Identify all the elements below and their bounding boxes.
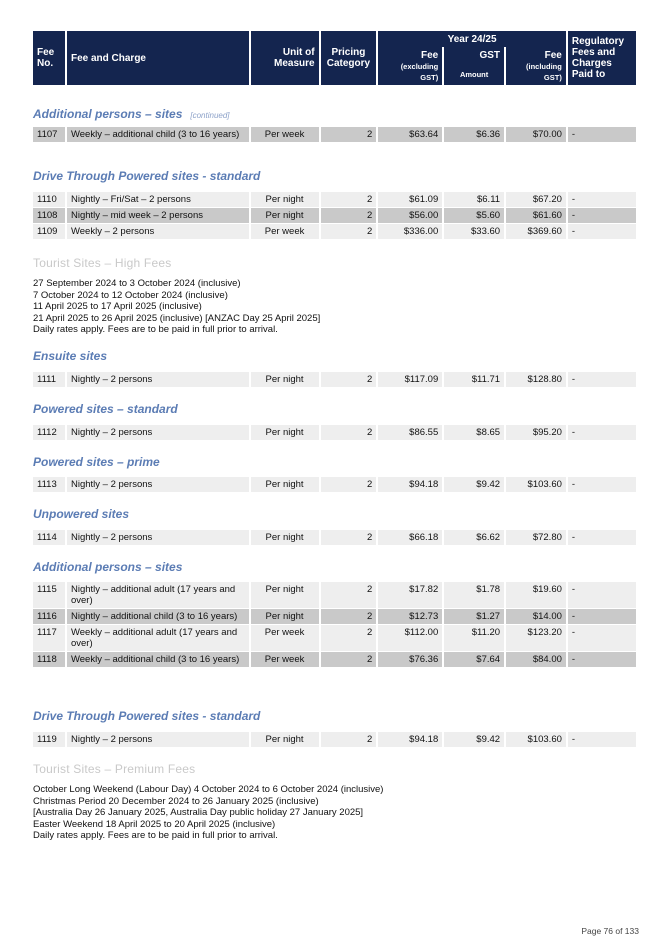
fee-table-section-6 — [31, 529, 638, 546]
fee-table-section-5 — [31, 476, 638, 493]
section-title-powered-prime: Powered sites – prime — [33, 455, 160, 469]
col-regulatory: Regulatory Fees and Charges Paid to — [568, 31, 636, 85]
col-fee-excl-gst: Fee (excluding GST) — [378, 47, 442, 85]
high-fees-dates-text: 27 September 2024 to 3 October 2024 (inclusive) 7 October 2024 to 12 October 2024 (inclusive) 11 April 2025 to 17 April 2025 (inclusive) 21 April 2025 to 26 April 2025 (inclusive) [ANZAC Day 25 April 2025] Daily rates apply. Fees are to be paid in full prior to arrival. — [33, 278, 321, 335]
tourist-sites-high-fees-heading: Tourist Sites – High Fees — [33, 256, 172, 270]
section-title-ensuite-sites: Ensuite sites — [33, 349, 108, 363]
table-row: 1118 Weekly – additional child (3 to 16 years) Per week 2 $76.36 $7.64 $84.00 - — [33, 652, 636, 667]
table-row: 1114 Nightly – 2 persons Per night 2 $66.18 $6.62 $72.80 - — [33, 530, 636, 545]
fee-table-header — [31, 31, 638, 85]
table-row: 1110 Nightly – Fri/Sat – 2 persons Per night 2 $61.09 $6.11 $67.20 - — [33, 192, 636, 207]
col-gst: GST — [444, 47, 504, 63]
section-title-drive-through-2: Drive Through Powered sites - standard — [33, 709, 261, 723]
col-fee-and-charge: Fee and Charge — [67, 31, 249, 85]
table-row: 1112 Nightly – 2 persons Per night 2 $86.55 $8.65 $95.20 - — [33, 425, 636, 440]
fee-table-section-8 — [31, 731, 638, 748]
table-row: 1116 Nightly – additional child (3 to 16 years) Per night 2 $12.73 $1.27 $14.00 - — [33, 609, 636, 624]
table-row: 1109 Weekly – 2 persons Per week 2 $336.00 $33.60 $369.60 - — [33, 224, 636, 239]
col-year: Year 24/25 — [378, 31, 566, 47]
fee-table-section-7 — [31, 581, 638, 668]
section-title-additional-persons-continued: Additional persons – sites [continued] — [33, 107, 230, 121]
tourist-sites-premium-fees-heading: Tourist Sites – Premium Fees — [33, 762, 196, 776]
page-number: Page 76 of 133 — [581, 926, 639, 936]
table-row: 1119 Nightly – 2 persons Per night 2 $94.18 $9.42 $103.60 - — [33, 732, 636, 747]
section-title-additional-persons: Additional persons – sites — [33, 560, 183, 574]
col-gst-amount: Amount — [444, 63, 504, 85]
col-pricing-category: Pricing Category — [321, 31, 377, 85]
col-fee-incl-gst: Fee (including GST) — [506, 47, 566, 85]
fee-table-section-4 — [31, 424, 638, 441]
table-row: 1115 Nightly – additional adult (17 years and over) Per night 2 $17.82 $1.78 $19.60 - — [33, 582, 636, 608]
fee-table-section-1 — [31, 126, 638, 143]
fee-table-section-3 — [31, 371, 638, 388]
fee-table-section-2 — [31, 191, 638, 240]
table-row: 1107 Weekly – additional child (3 to 16 years) Per week 2 $63.64 $6.36 $70.00 - — [33, 127, 636, 142]
col-unit-of-measure: Unit of Measure — [251, 31, 319, 85]
table-row: 1113 Nightly – 2 persons Per night 2 $94.18 $9.42 $103.60 - — [33, 477, 636, 492]
table-row: 1117 Weekly – additional adult (17 years and over) Per week 2 $112.00 $11.20 $123.20 - — [33, 625, 636, 651]
section-title-drive-through-1: Drive Through Powered sites - standard — [33, 169, 261, 183]
col-fee-no: Fee No. — [33, 31, 65, 85]
table-row: 1111 Nightly – 2 persons Per night 2 $117.09 $11.71 $128.80 - — [33, 372, 636, 387]
section-title-unpowered-sites: Unpowered sites — [33, 507, 130, 521]
table-row: 1108 Nightly – mid week – 2 persons Per night 2 $56.00 $5.60 $61.60 - — [33, 208, 636, 223]
premium-fees-dates-text: October Long Weekend (Labour Day) 4 October 2024 to 6 October 2024 (inclusive) Christmas Period 20 December 2024 to 26 January 2025 (inclusive) [Australia Day 26 January 2025, Australia Day public holiday 27 January 2025] Easter Weekend 18 April 2025 to 20 April 2025 (inclusive) Daily rates apply. Fees are to be paid in full prior to arrival. — [33, 784, 384, 841]
section-title-powered-standard: Powered sites – standard — [33, 402, 178, 416]
